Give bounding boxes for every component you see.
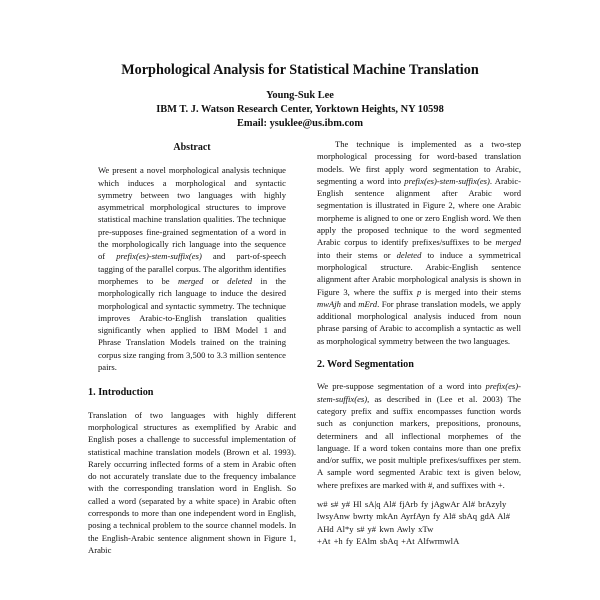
abstract-heading: Abstract: [173, 142, 211, 153]
section-heading-word-segmentation: 2. Word Segmentation: [317, 359, 414, 371]
segmented-example-text: w# s# y# Hl sA|q Al# fjArb fy jAgwAr Al# brAzyly lwsyAnw bwrty mkAn AyrfAyn fy Al# sbAq gdA Al# AHd Al*y s# y# kwn Awly xTw +At +h fy EAlm sbAq +At AlfwrmwlA: [317, 499, 511, 546]
left-column: [88, 138, 296, 556]
paper-title: Morphological Analysis for Statistical Machine Translation: [121, 62, 479, 78]
section-heading-introduction: 1. Introduction: [88, 387, 154, 399]
technique-paragraph: The technique is implemented as a two-step morphological processing for word-based translation models. We first apply word segmentation to Arabic, segmenting a word into prefix(es)-stem-suffix(es). Arabic-English sentence alignment after Arabic word segmentation is illustrated in Figure 2, where one Arabic morpheme is aligned to one or zero English word. We then apply the proposed technique to the word segmented Arabic corpus to identify prefixes/suffixes to be merged into their stems or deleted to induce a symmetrical morphological structure. Arabic-English sentence alignment after Arabic morphological analysis is shown in Figure 3, where the suffix p is merged into their stems mwAjh and mErd. For phrase translation models, we apply additional morphological analysis induced from noun phrase parsing of Arabic to accomplish a syntactic as well as morphological symmetry between the two languages.: [317, 139, 521, 346]
abstract-body: We present a novel morphological analysis technique which induces a morphological and syntactic symmetry between two languages with highly asymmetrical morphological structures to improve statistical machine translation qualities. The technique pre-supposes fine-grained segmentation of a word in the morphologically rich language into the sequence of prefix(es)-stem-suffix(es) and part-of-speech tagging of the parallel corpus. The algorithm identifies morphemes to be merged or deleted in the morphologically rich language to induce the desired morphological and syntactic symmetry. The technique improves Arabic-to-English translation qualities significantly when applied to IBM Model 1 and Phrase Translation Models trained on the training corpus size ranging from 3,500 to 3.3 million sentence pairs.: [98, 165, 286, 373]
author-affiliation: IBM T. J. Watson Research Center, Yorktown Heights, NY 10598: [156, 104, 444, 115]
right-column: [317, 138, 521, 547]
author-name: Young-Suk Lee: [266, 90, 334, 101]
introduction-paragraph: Translation of two languages with highly different morphological structures as exemplified by Arabic and English poses a challenge to successful implementation of statistical machine translation models (Brown et al. 1993). Rarely occurring inflected forms of a stem in Arabic often do not accurately translate due to the frequency imbalance with the corresponding translation word in English. So called a word (separated by a white space) in Arabic often corresponds to more than one independent word in English, posing a technical problem to the source channel models. In the English-Arabic sentence alignment shown in Figure 1, Arabic: [88, 409, 296, 555]
segmentation-paragraph: We pre-suppose segmentation of a word into prefix(es)-stem-suffix(es), as described in (Lee et al. 2003) The category prefix and suffix encompasses function words such as conjunction markers, prepositions, pronouns, determiners and all inflectional morphemes of the language. If a word token contains more than one prefix and/or suffix, we posit multiple prefixes/suffixes per stem. A sample word segmented Arabic text is given below, where prefixes are marked with #, and suffixes with +.: [317, 381, 521, 490]
author-email: Email: ysuklee@us.ibm.com: [237, 118, 363, 129]
